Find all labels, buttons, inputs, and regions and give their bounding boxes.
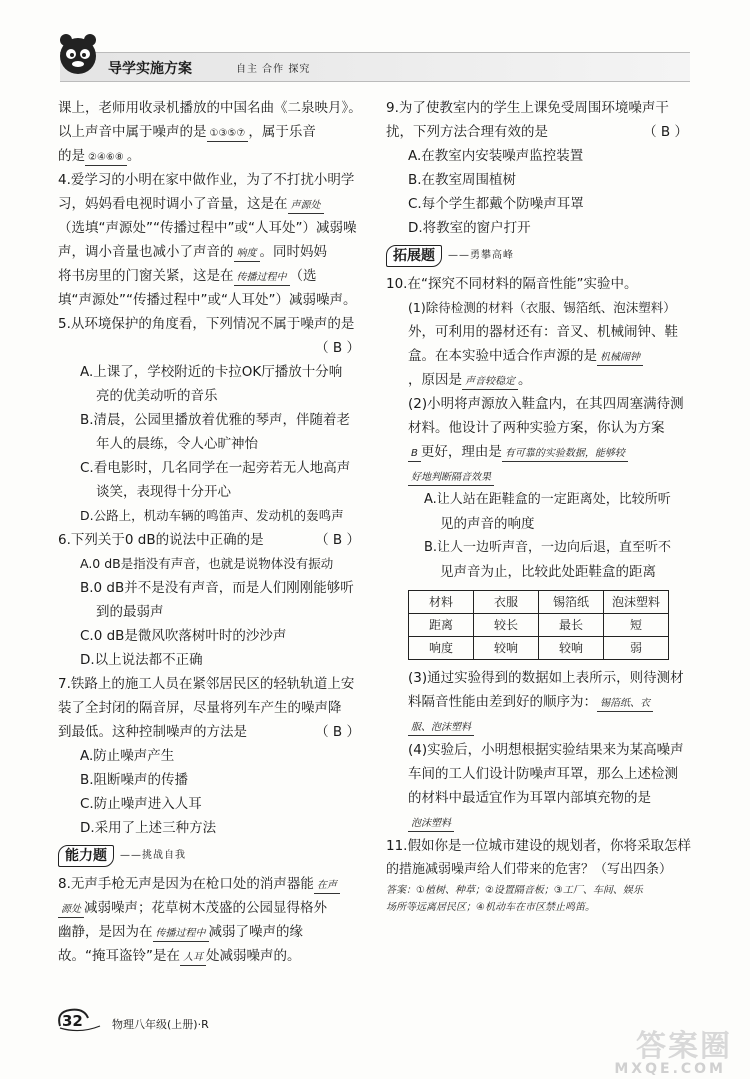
section-extension-heading [386,244,696,268]
q9-option-a: A.在教室内安装噪声监控装置 [408,148,584,164]
section-ability-title: 能力题 [58,845,114,867]
q5-stem: 5.从环境保护的角度看，下列情况不属于噪声的是 [58,316,355,332]
q7-option-a: A.防止噪声产生 [80,748,175,764]
q7-line: 装了全封闭的隔音屏，尽量将列车产生的噪声降 [58,700,342,716]
q10-3-line: (3)通过实验得到的数据如上表所示，则待测材 [408,670,684,686]
q5-option-b-cont: 年人的晨练，令人心旷神怡 [96,436,258,452]
q4-line: 填“声源处”“传播过程中”或“人耳处”）减弱噪声。 [58,292,357,308]
table-row [409,614,669,637]
section-ability-subtitle: ——挑战自我 [120,850,186,861]
q4-answer-1: 声源处 [288,199,324,214]
q10-2-option-b-cont: 见声音为止，比较此处距鞋盒的距离 [440,564,656,580]
table-cell: 材料 [409,591,474,614]
q10-1-line: (1)除待检测的材料（衣服、锡箔纸、泡沫塑料） [408,300,676,315]
results-table [408,590,669,660]
q10-2-line: B 更好，理由是 有可靠的实验数据，能够较 [386,440,696,464]
q4-line: （选填“声源处”“传播过程中”或“人耳处”）减弱噪 [58,220,357,236]
q10-1-line: ，原因是 声音较稳定 。 [408,372,532,388]
page-number: 32 [62,1012,83,1030]
table-cell: 锡箔纸 [539,591,604,614]
q10-2-answer-plan: B [408,447,421,462]
left-column [58,96,368,968]
q5-option-d: D.公路上，机动车辆的鸣笛声、发动机的轰鸣声 [80,508,344,523]
table-row [409,591,669,614]
q10-3-answer-cont: 服、泡沫塑料 [408,721,474,736]
table-cell: 距离 [409,614,474,637]
q10-2-option-b: B.让人一边听声音，一边向后退，直至听不 [424,540,672,555]
q4-line: 声，调小音量也减小了声音的 响度 。同时妈妈 [58,244,327,260]
q6-option-a: A.0 dB是指没有声音，也就是说物体没有振动 [80,556,334,571]
table-cell: 泡沫塑料 [604,591,669,614]
q10-3-answer: 锡箔纸、衣 [597,697,653,712]
table-cell: 较响 [539,637,604,660]
q4-answer-3: 传播过程中 [234,271,290,286]
q8-answer-1a: 在声 [314,879,340,894]
q8-answer-3: 人耳 [180,951,206,966]
q5-option-c-cont: 谈笑，表现得十分开心 [96,484,231,500]
table-cell: 响度 [409,637,474,660]
q10-2-answer-reason-cont: 好地判断隔音效果 [408,471,494,486]
q7-option-b: B.阻断噪声的传播 [80,772,189,788]
q11-answer-cont: 场所等远离居民区；④机动车在市区禁止鸣笛。 [386,902,595,913]
q6-option-b-cont: 到的最弱声 [96,604,164,620]
q4-stem: 4.爱学习的小明在家中做作业，为了不打扰小明学 [58,172,355,188]
q10-2-option-a-cont: 见的声音的响度 [440,516,535,532]
q6-option-b: B.0 dB并不是没有声音，而是人们刚刚能够听 [80,580,354,596]
q8-line: 故。“掩耳盗铃”是在 人耳 处减弱噪声的。 [58,948,301,964]
q3-line: 课上，老师用收录机播放的中国名曲《二泉映月》。 [58,100,362,116]
right-column [386,96,696,916]
watermark-logo: 答案圈 [636,1029,732,1064]
q7-stem: 7.铁路上的施工人员在紧邻居民区的轻轨轨道上安 [58,676,355,692]
q11-line: 的措施减弱噪声给人们带来的危害？（写出四条） [386,862,673,877]
table-cell: 较响 [474,637,539,660]
mascot-logo-icon [54,30,102,78]
q8-answer-1b: 源处 [58,903,84,918]
q3-line: 的是 ②④⑥⑧ 。 [58,148,141,164]
q10-2-line: 材料。他设计了两种实验方案，你认为方案 [408,420,665,436]
table-cell: 短 [604,614,669,637]
q4-line: 将书房里的门窗关紧，这是在 传播过程中 （选 [58,268,317,284]
header-subtitle: 自主 合作 探究 [236,64,311,75]
q8-line: 源处 减弱噪声；花草树木茂盛的公园显得格外 [58,896,368,920]
q10-2-line [386,464,696,488]
section-extension-subtitle: ——勇攀高峰 [448,250,514,261]
q7-option-c: C.防止噪声进入人耳 [80,796,202,812]
table-cell: 较长 [474,614,539,637]
table-cell: 最长 [539,614,604,637]
q10-4-line [386,810,696,834]
q9-answer-mark: （ B ） [643,124,688,140]
q7-line: 到最低。这种控制噪声的方法是 （ B ） [58,720,368,744]
q4-line: 习，妈妈看电视时调小了音量，这是在 声源处 [58,192,368,216]
q10-4-line: 的材料中最适宜作为耳罩内部填充物的是 [408,790,651,806]
q5-option-a-cont: 亮的优美动听的音乐 [96,388,218,404]
q3-answer-music: ②④⑥⑧ [85,151,127,166]
q3-answer-noise: ①③⑤⑦ [207,127,249,142]
q9-option-b: B.在教室周围植树 [408,172,517,188]
q9-option-d: D.将教室的窗户打开 [408,220,531,236]
q11-stem: 11.假如你是一位城市建设的规划者，你将采取怎样 [386,838,691,854]
q9-option-c: C.每个学生都戴个防噪声耳罩 [408,196,584,212]
header-title: 导学实施方案 [108,61,192,77]
q10-2-line: (2)小明将声源放入鞋盒内，在其四周塞满待测 [408,396,684,412]
q7-answer-mark: （ B ） [315,724,360,740]
section-ability-heading [58,844,368,868]
q10-2-option-a: A.让人站在距鞋盒的一定距离处，比较所听 [424,492,671,507]
book-title: 物理八年级(上册)·R [112,1018,209,1031]
q10-4-line: 车间的工人们设计防噪声耳罩，那么上述检测 [408,766,678,782]
q3-line: 以上声音中属于噪声的是 ①③⑤⑦ ，属于乐音 [58,124,316,140]
q10-stem: 10.在“探究不同材料的隔音性能”实验中。 [386,276,638,292]
q8-answer-2: 传播过程中 [153,927,209,942]
q6-option-d: D.以上说法都不正确 [80,652,203,668]
watermark-site: MXQE.COM [614,1061,726,1077]
q10-3-line: 料隔音性能由差到好的顺序为： 锡箔纸、衣 [386,690,696,714]
table-cell: 衣服 [474,591,539,614]
q5-answer-mark: （ B ） [315,340,360,356]
q7-option-d: D.采用了上述三种方法 [80,820,217,836]
table-row [409,637,669,660]
q5-option-b: B.清晨，公园里播放着优雅的琴声，伴随着老 [80,412,351,428]
q4-answer-2: 响度 [234,247,260,262]
q10-4-line: (4)实验后，小明想根据实验结果来为某高噪声 [408,742,684,758]
q8-line: 8.无声手枪无声是因为在枪口处的消声器能 在声 [58,872,368,896]
q10-1-line: 外，可利用的器材还有：音叉、机械闹钟、鞋 [408,324,678,340]
q11-answer: 答案：①植树、种草；②设置隔音板；③工厂、车间、娱乐 [386,885,643,896]
q5-option-c: C.看电影时，几名同学在一起旁若无人地高声 [80,460,351,476]
q6-answer-mark: （ B ） [315,532,360,548]
section-extension-title: 拓展题 [386,245,442,267]
q10-1-line: 盒。在本实验中适合作声源的是 机械闹钟 [386,344,696,368]
q10-1-answer-source: 机械闹钟 [597,351,643,366]
q9-stem: 9.为了使教室内的学生上课免受周围环境噪声干 [386,100,669,116]
q5-option-a: A.上课了，学校附近的卡拉OK厅播放十分响 [80,364,343,380]
q10-4-answer: 泡沫塑料 [408,817,454,832]
q10-2-answer-reason: 有可靠的实验数据，能够较 [502,447,628,462]
q6-stem: 6.下列关于0 dB的说法中正确的是 （ B ） [58,528,368,552]
table-cell: 弱 [604,637,669,660]
q9-line: 扰，下列方法合理有效的是 （ B ） [386,120,696,144]
q6-option-c: C.0 dB是微风吹落树叶时的沙沙声 [80,628,287,644]
q8-line: 幽静，是因为在 传播过程中 减弱了噪声的缘 [58,924,303,940]
q10-1-answer-reason: 声音较稳定 [462,375,518,390]
q10-3-line [386,714,696,738]
